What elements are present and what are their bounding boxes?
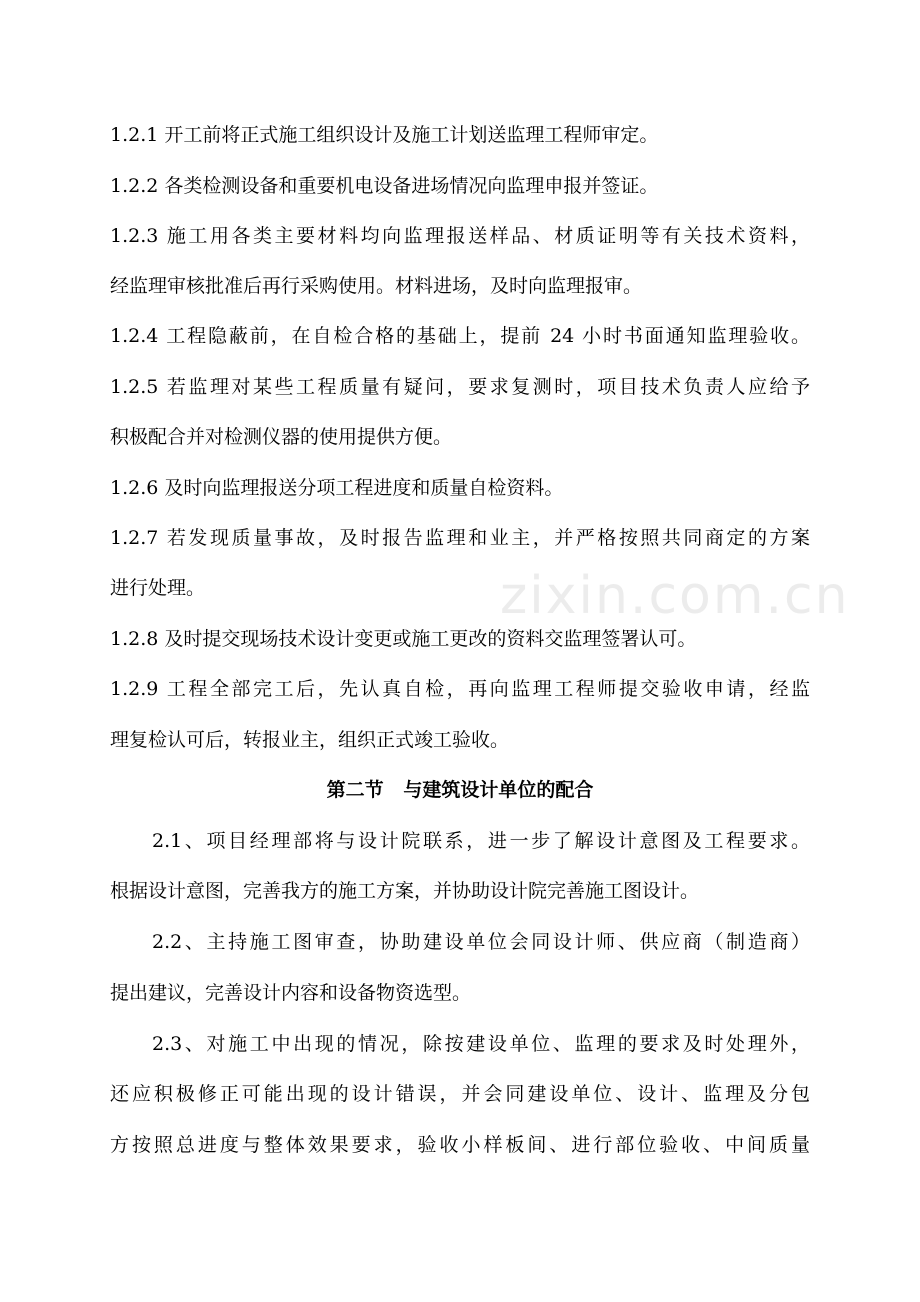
- section-heading: 第二节 与建筑设计单位的配合: [326, 779, 594, 801]
- paragraph-2-2: 2.2、主持施工图审查，协助建设单位会同设计师、供应商（制造商）: [152, 931, 810, 953]
- paragraph-2-3-cont-1: 还应积极修正可能出现的设计错误，并会同建设单位、设计、监理及分包: [110, 1083, 810, 1105]
- paragraph-2-3-cont-2: 方按照总进度与整体效果要求，验收小样板间、进行部位验收、中间质量: [110, 1134, 810, 1156]
- text-line-1-2-1: 1.2.1 开工前将正式施工组织设计及施工计划送监理工程师审定。: [110, 124, 659, 146]
- paragraph-2-1-cont: 根据设计意图，完善我方的施工方案，并协助设计院完善施工图设计。: [110, 880, 700, 902]
- paragraph-2-1: 2.1、项目经理部将与设计院联系，进一步了解设计意图及工程要求。: [152, 830, 810, 852]
- text-line-1-2-5: 1.2.5 若监理对某些工程质量有疑问，要求复测时，项目技术负责人应给予: [110, 376, 810, 398]
- text-line-1-2-9: 1.2.9 工程全部完工后，先认真自检，再向监理工程师提交验收申请，经监: [110, 678, 810, 700]
- watermark: zixin.com.cn: [500, 566, 850, 626]
- text-line-1-2-8: 1.2.8 及时提交现场技术设计变更或施工更改的资料交监理签署认可。: [110, 628, 697, 650]
- text-line-1-2-6: 1.2.6 及时向监理报送分项工程进度和质量自检资料。: [110, 477, 564, 499]
- paragraph-2-3: 2.3、对施工中出现的情况，除按建设单位、监理的要求及时处理外，: [152, 1033, 810, 1055]
- paragraph-2-2-cont: 提出建议，完善设计内容和设备物资选型。: [110, 982, 472, 1004]
- text-line-1-2-5-cont: 积极配合并对检测仪器的使用提供方便。: [110, 426, 453, 448]
- text-line-1-2-4: 1.2.4 工程隐蔽前，在自检合格的基础上，提前 24 小时书面通知监理验收。: [110, 325, 810, 347]
- text-line-1-2-7-cont: 进行处理。: [110, 577, 206, 599]
- text-line-1-2-9-cont: 理复检认可后，转报业主，组织正式竣工验收。: [110, 729, 510, 751]
- text-line-1-2-3: 1.2.3 施工用各类主要材料均向监理报送样品、材质证明等有关技术资料，: [110, 225, 810, 247]
- text-line-1-2-2: 1.2.2 各类检测设备和重要机电设备进场情况向监理申报并签证。: [110, 175, 659, 197]
- text-line-1-2-7: 1.2.7 若发现质量事故，及时报告监理和业主，并严格按照共同商定的方案: [110, 527, 810, 549]
- text-line-1-2-3-cont: 经监理审核批准后再行采购使用。材料进场，及时向监理报审。: [110, 275, 643, 297]
